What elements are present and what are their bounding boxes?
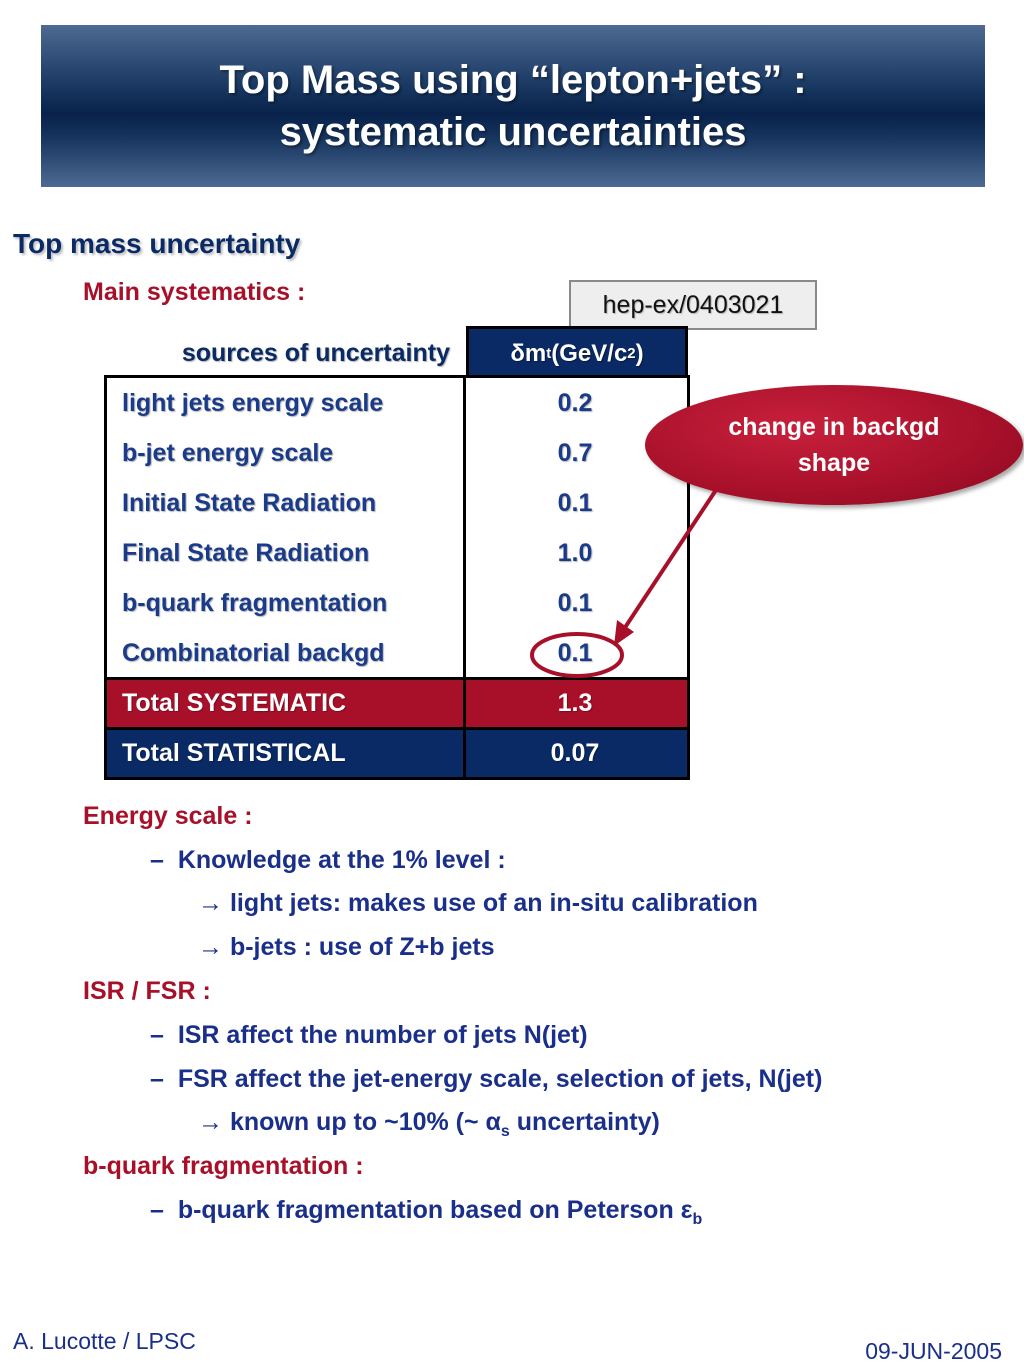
isr-fsr-arrow-prefix: known up to ~10% (~ α xyxy=(229,1108,501,1136)
isr-fsr-text-1: ISR affect the number of jets N(jet) xyxy=(177,1021,588,1049)
bquark-item-1 xyxy=(150,1196,702,1229)
header-value-suffix: ) xyxy=(635,339,644,367)
row-value: 0.1 xyxy=(557,638,593,667)
title-line-2: systematic uncertainties xyxy=(279,110,747,154)
total-systematic-label: Total SYSTEMATIC xyxy=(122,689,347,717)
header-value-mid: (GeV/c xyxy=(551,339,628,367)
callout-arrow-line xyxy=(622,490,716,632)
row-source: Final State Radiation xyxy=(122,538,370,567)
energy-scale-arrow-2 xyxy=(198,933,495,962)
callout-line-2: shape xyxy=(797,449,871,477)
bquark-text: b-quark fragmentation based on Peterson ε xyxy=(177,1196,693,1224)
dash-bullet: – xyxy=(150,1065,164,1093)
table-header-source: sources of uncertainty xyxy=(181,338,450,367)
callout-arrow-head xyxy=(614,620,634,646)
isr-fsr-item-1 xyxy=(150,1021,588,1050)
row-value: 1.0 xyxy=(557,538,593,567)
row-value: 0.2 xyxy=(557,388,593,417)
row-source: Initial State Radiation xyxy=(122,488,377,517)
row-value: 0.1 xyxy=(557,488,593,517)
dash-bullet: – xyxy=(150,1196,164,1224)
isr-fsr-item-2 xyxy=(150,1065,822,1094)
energy-scale-label: Energy scale : xyxy=(83,802,253,830)
isr-fsr-text-2: FSR affect the jet-energy scale, selection of jets, N(jet) xyxy=(177,1065,823,1093)
row-source: Combinatorial backgd xyxy=(122,638,385,667)
dash-bullet: – xyxy=(150,1021,164,1049)
reference-box: hep-ex/0403021 xyxy=(569,280,817,330)
callout-line-1: change in backgd xyxy=(728,413,940,441)
alpha-subscript: s xyxy=(500,1123,510,1140)
footer-author: A. Lucotte / LPSC xyxy=(13,1328,196,1354)
row-source: light jets energy scale xyxy=(122,388,384,417)
energy-scale-item-1 xyxy=(150,846,506,875)
row-value: 0.1 xyxy=(557,588,593,617)
isr-fsr-arrow-suffix: uncertainty) xyxy=(509,1108,660,1136)
total-statistical-value: 0.07 xyxy=(550,739,600,767)
energy-scale-arrow-1 xyxy=(198,889,758,918)
title-line-1: Top Mass using “lepton+jets” : xyxy=(219,58,807,102)
bquark-label: b-quark fragmentation : xyxy=(83,1152,364,1180)
epsilon-subscript: b xyxy=(692,1211,703,1228)
isr-fsr-arrow-1 xyxy=(198,1108,660,1141)
total-systematic-value: 1.3 xyxy=(557,689,593,717)
header-value-prefix: δm xyxy=(510,339,547,367)
arrow-icon: → xyxy=(198,1108,223,1136)
arrow-icon: → xyxy=(198,889,223,917)
highlight-ellipse xyxy=(532,634,622,676)
energy-scale-text-1: Knowledge at the 1% level : xyxy=(177,846,506,874)
energy-scale-arrow-text-2: b-jets : use of Z+b jets xyxy=(229,933,495,961)
total-statistical-label: Total STATISTICAL xyxy=(122,739,346,767)
footer-date: 09-JUN-2005 xyxy=(865,1338,1002,1364)
dash-bullet: – xyxy=(150,846,164,874)
energy-scale-arrow-text-1: light jets: makes use of an in-situ calibration xyxy=(229,889,758,917)
main-systematics-label: Main systematics : xyxy=(83,278,306,306)
arrow-icon: → xyxy=(198,933,223,961)
row-source: b-jet energy scale xyxy=(122,438,334,467)
section-heading: Top mass uncertainty xyxy=(13,228,301,259)
isr-fsr-label: ISR / FSR : xyxy=(83,977,211,1005)
header-value-sup: 2 xyxy=(627,345,636,362)
row-value: 0.7 xyxy=(557,438,593,467)
row-source: b-quark fragmentation xyxy=(122,588,388,617)
header-value-sub: t xyxy=(546,345,552,362)
